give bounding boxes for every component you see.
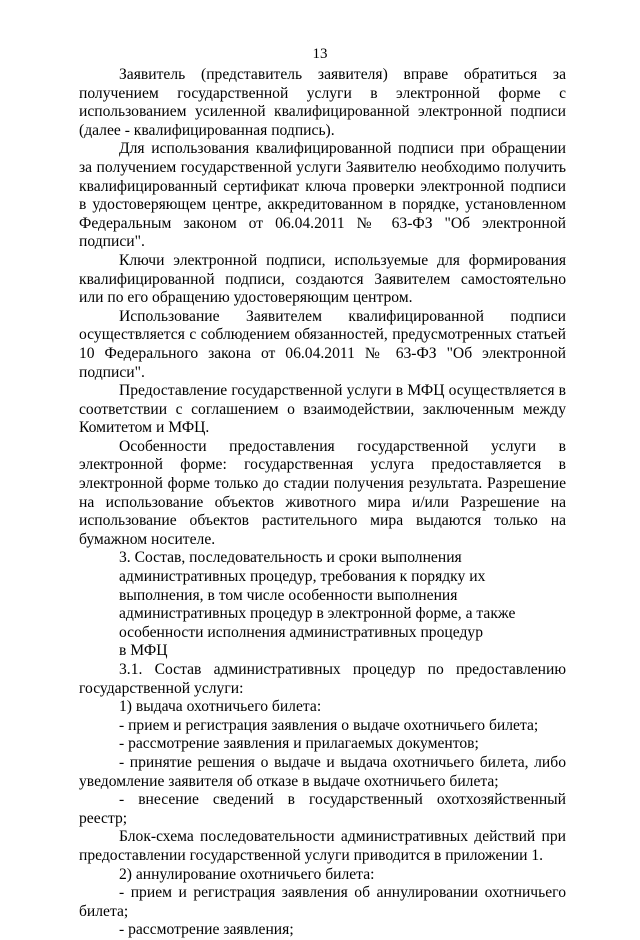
list-item: - принятие решения о выдаче и выдача охотничьего билета, либо уведомление заявителя об отказе в выдаче охотничьего билета; <box>79 753 566 790</box>
list-item: - внесение сведений в государственный охотхозяйственный реестр; <box>79 791 566 827</box>
list-item: - прием и регистрация заявления об аннулировании охотничьего билета; <box>79 884 566 920</box>
paragraph-block-scheme: Блок-схема последовательности административных действий при предоставлении государственной услуги приводится в приложении 1. <box>79 828 566 864</box>
list-item: 2) аннулирование охотничьего билета: <box>119 865 375 883</box>
section-heading-line: выполнения, в том числе особенности выполнения <box>119 586 458 604</box>
paragraph-signature-usage: Использование Заявителем квалифицированной подписи осуществляется с соблюдением обязанностей, предусмотренных статьей 10 Федерального закона от 06.04.2011 № 63-ФЗ "Об электронной подписи". <box>79 307 566 381</box>
document-body <box>79 66 566 940</box>
section-heading-line: административных процедур, требования к порядку их <box>119 568 486 586</box>
section-heading <box>79 549 566 661</box>
paragraph-applicant-right: Заявитель (представитель заявителя) вправе обратиться за получением государственной услуги в электронной форме с использованием усиленной квалифицированной электронной подписи (далее - квалифицированная подпись). <box>79 66 566 139</box>
section-heading-line: 3. Состав, последовательность и сроки выполнения <box>119 549 462 567</box>
paragraph-mfc: Предоставление государственной услуги в МФЦ осуществляется в соответствии с соглашением о взаимодействии, заключенным между Комитетом и МФЦ. <box>79 382 566 437</box>
page-number: 13 <box>312 46 328 62</box>
list-item: 1) выдача охотничьего билета: <box>119 698 322 716</box>
paragraph-electronic-features: Особенности предоставления государственной услуги в электронной форме: государственная услуга предоставляется в электронной форме только до стадии получения результата. Разрешение на использование объектов животного мира и/или Разрешение на использование объектов растительного мира выдаются только на бумажном носителе. <box>79 437 566 548</box>
paragraph-certificate: Для использования квалифицированной подписи при обращении за получением государственной услуги Заявителю необходимо получить квалифицированный сертификат ключа проверки электронной подписи в удостоверяющем центре, аккредитованном в порядке, установленном Федеральным законом от 06.04.2011 № 63-ФЗ "Об электронной подписи". <box>79 140 566 251</box>
section-heading-line: административных процедур в электронной форме, а также <box>119 605 516 623</box>
list-item: - прием и регистрация заявления о выдаче охотничьего билета; <box>119 716 539 734</box>
section-heading-line: в МФЦ <box>119 642 168 660</box>
section-heading-line: особенности исполнения административных процедур <box>119 623 483 641</box>
paragraph-3-1: 3.1. Состав административных процедур по предоставлению государственной услуги: <box>79 661 566 697</box>
paragraph-signature-keys: Ключи электронной подписи, используемые для формирования квалифицированной подписи, создаются Заявителем самостоятельно или по его обращению удостоверяющим центром. <box>79 251 566 307</box>
list-item: - рассмотрение заявления и прилагаемых документов; <box>119 735 479 753</box>
list-item: - рассмотрение заявления; <box>119 921 294 939</box>
